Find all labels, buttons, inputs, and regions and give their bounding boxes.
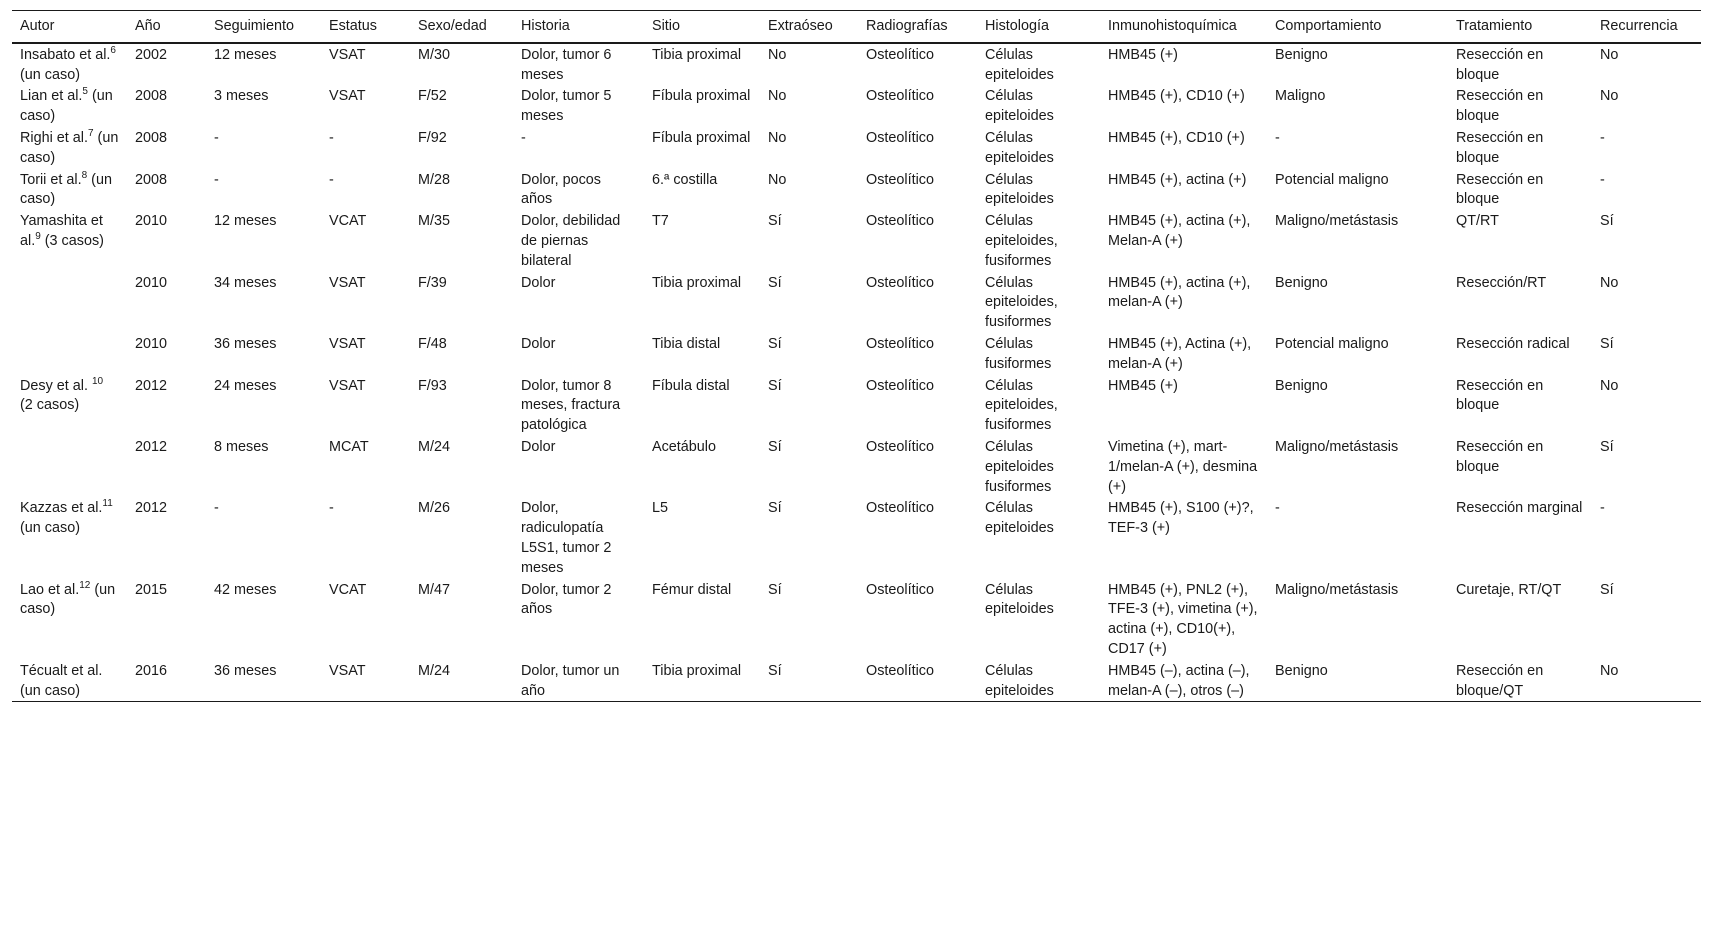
radiography-cell: Osteolítico (866, 438, 934, 455)
author-name: Lian et al. (20, 88, 83, 105)
extraosseous-cell: No (768, 129, 787, 146)
table-row (12, 660, 1701, 702)
treatment-cell: Resección radical (1456, 335, 1570, 352)
history-cell: Dolor, radiculopatía L5S1, tumor 2 meses (521, 500, 612, 576)
status-cell: - (329, 129, 334, 146)
column-header: Autor (20, 18, 55, 34)
followup-cell: 36 meses (214, 335, 277, 352)
extraosseous-cell: Sí (768, 581, 782, 598)
site-cell: L5 (652, 500, 669, 517)
recurrence-cell: - (1600, 129, 1605, 146)
extraosseous-cell: Sí (768, 274, 782, 291)
sex-age-cell: M/47 (418, 581, 450, 598)
extraosseous-cell: No (768, 46, 787, 63)
case-count: (2 casos) (20, 397, 80, 414)
author-name: Yamashita et al. (20, 213, 103, 249)
status-cell: VSAT (329, 377, 366, 394)
histology-cell: Células epiteloides (985, 581, 1054, 618)
sex-age-cell: F/39 (418, 274, 447, 291)
behavior-cell: Benigno (1275, 274, 1328, 291)
treatment-cell: Curetaje, RT/QT (1456, 581, 1562, 598)
sex-age-cell: F/92 (418, 129, 447, 146)
sex-age-cell: M/28 (418, 171, 450, 188)
author-cell (12, 127, 127, 169)
literature-table (12, 10, 1701, 702)
year-cell: 2008 (135, 129, 168, 146)
behavior-cell: - (1275, 500, 1280, 517)
status-cell: VSAT (329, 46, 366, 63)
table-row (12, 579, 1701, 660)
immunohistochemistry-cell: HMB45 (+) (1108, 377, 1178, 394)
recurrence-cell: No (1600, 662, 1619, 679)
extraosseous-cell: Sí (768, 335, 782, 352)
case-count: (un caso) (20, 66, 80, 83)
radiography-cell: Osteolítico (866, 129, 934, 146)
column-header: Comportamiento (1275, 18, 1382, 34)
author-name: Técualt et al. (un caso) (20, 662, 103, 699)
radiography-cell: Osteolítico (866, 88, 934, 105)
sex-age-cell: F/52 (418, 88, 447, 105)
followup-cell: 12 meses (214, 213, 277, 230)
status-cell: VCAT (329, 581, 367, 598)
status-cell: VCAT (329, 213, 367, 230)
reference-number: 10 (91, 375, 104, 387)
history-cell: Dolor, pocos años (521, 171, 601, 208)
site-cell: Tibia distal (652, 335, 721, 352)
behavior-cell: Benigno (1275, 46, 1328, 63)
behavior-cell: Maligno/metástasis (1275, 213, 1399, 230)
treatment-cell: Resección en bloque (1456, 129, 1544, 166)
behavior-cell: Maligno/metástasis (1275, 438, 1399, 455)
reference-number: 7 (88, 127, 94, 139)
immunohistochemistry-cell: HMB45 (+), CD10 (+) (1108, 88, 1245, 105)
histology-cell: Células fusiformes (985, 335, 1052, 372)
column-header: Historia (521, 18, 570, 34)
table-row (12, 169, 1701, 211)
case-count: (un caso) (20, 129, 119, 166)
status-cell: VSAT (329, 274, 366, 291)
behavior-cell: Potencial maligno (1275, 335, 1389, 352)
header-row (12, 11, 1701, 43)
immunohistochemistry-cell: HMB45 (+), actina (+), melan-A (+) (1108, 274, 1251, 311)
histology-cell: Células epiteloides (985, 46, 1054, 83)
sex-age-cell: M/30 (418, 46, 450, 63)
radiography-cell: Osteolítico (866, 500, 934, 517)
recurrence-cell: - (1600, 500, 1605, 517)
followup-cell: 3 meses (214, 88, 269, 105)
author-cell (12, 43, 127, 86)
sex-age-cell: F/48 (418, 335, 447, 352)
followup-cell: 8 meses (214, 438, 269, 455)
year-cell: 2010 (135, 335, 168, 352)
author-cell (12, 85, 127, 127)
table-header (12, 11, 1701, 43)
treatment-cell: Resección en bloque (1456, 88, 1544, 125)
case-count: (un caso) (20, 520, 80, 537)
author-name: Torii et al. (20, 171, 82, 188)
author-cell (12, 660, 127, 702)
site-cell: Acetábulo (652, 438, 717, 455)
radiography-cell: Osteolítico (866, 46, 934, 63)
author-name: Righi et al. (20, 129, 88, 146)
immunohistochemistry-cell: HMB45 (+), CD10 (+) (1108, 129, 1245, 146)
reference-number: 6 (110, 44, 116, 56)
site-cell: Fémur distal (652, 581, 732, 598)
treatment-cell: Resección en bloque (1456, 377, 1544, 414)
column-header: Estatus (329, 18, 377, 34)
treatment-cell: Resección en bloque (1456, 171, 1544, 208)
table-row (12, 333, 1701, 375)
history-cell: Dolor (521, 438, 556, 455)
site-cell: Fíbula distal (652, 377, 730, 394)
column-header: Año (135, 18, 161, 34)
status-cell: - (329, 500, 334, 517)
treatment-cell: Resección en bloque/QT (1456, 662, 1544, 699)
sex-age-cell: M/26 (418, 500, 450, 517)
histology-cell: Células epiteloides (985, 129, 1054, 166)
reference-number: 5 (82, 86, 88, 98)
year-cell: 2015 (135, 581, 168, 598)
sex-age-cell: M/35 (418, 213, 450, 230)
sex-age-cell: F/93 (418, 377, 447, 394)
reference-number: 11 (102, 498, 113, 510)
histology-cell: Células epiteloides fusiformes (985, 438, 1054, 495)
recurrence-cell: Sí (1600, 335, 1614, 352)
history-cell: Dolor, tumor 5 meses (521, 88, 612, 125)
status-cell: MCAT (329, 438, 369, 455)
immunohistochemistry-cell: HMB45 (–), actina (–), melan-A (–), otros (–) (1108, 662, 1250, 699)
author-cell (12, 375, 127, 436)
table-row (12, 43, 1701, 86)
author-name: Insabato et al. (20, 46, 111, 63)
history-cell: Dolor, tumor un año (521, 662, 620, 699)
column-header: Tratamiento (1456, 18, 1533, 34)
followup-cell: 24 meses (214, 377, 277, 394)
column-header: Recurrencia (1600, 18, 1678, 34)
history-cell: Dolor, debilidad de piernas bilateral (521, 213, 621, 269)
recurrence-cell: - (1600, 171, 1605, 188)
year-cell: 2002 (135, 46, 168, 63)
case-count: (un caso) (20, 88, 113, 125)
author-cell (12, 210, 127, 271)
column-header: Sexo/edad (418, 18, 487, 34)
table-row (12, 375, 1701, 436)
immunohistochemistry-cell: HMB45 (+), actina (+) (1108, 171, 1247, 188)
extraosseous-cell: No (768, 171, 787, 188)
sex-age-cell: M/24 (418, 662, 450, 679)
site-cell: Tibia proximal (652, 274, 742, 291)
case-count: (un caso) (20, 171, 112, 208)
author-cell (12, 579, 127, 660)
case-count: (un caso) (20, 581, 116, 618)
recurrence-cell: Sí (1600, 438, 1614, 455)
treatment-cell: Resección/RT (1456, 274, 1547, 291)
behavior-cell: Benigno (1275, 377, 1328, 394)
column-header: Extraóseo (768, 18, 833, 34)
histology-cell: Células epiteloides (985, 500, 1054, 537)
histology-cell: Células epiteloides (985, 171, 1054, 208)
histology-cell: Células epiteloides, fusiformes (985, 213, 1058, 269)
histology-cell: Células epiteloides (985, 662, 1054, 699)
author-name: Kazzas et al. (20, 500, 103, 517)
year-cell: 2008 (135, 171, 168, 188)
radiography-cell: Osteolítico (866, 213, 934, 230)
table-row (12, 497, 1701, 578)
reference-number: 9 (35, 230, 41, 242)
followup-cell: 34 meses (214, 274, 277, 291)
behavior-cell: Maligno/metástasis (1275, 581, 1399, 598)
table-row (12, 85, 1701, 127)
extraosseous-cell: No (768, 88, 787, 105)
site-cell: 6.ª costilla (652, 171, 718, 188)
table-row (12, 127, 1701, 169)
immunohistochemistry-cell: HMB45 (+), PNL2 (+), TFE-3 (+), vimetina (+), actina (+), CD10(+), CD17 (+) (1108, 581, 1258, 657)
status-cell: VSAT (329, 662, 366, 679)
treatment-cell: Resección en bloque (1456, 46, 1544, 83)
year-cell: 2012 (135, 377, 168, 394)
followup-cell: - (214, 500, 219, 517)
immunohistochemistry-cell: Vimetina (+), mart-1/melan-A (+), desmina (+) (1108, 438, 1258, 495)
site-cell: Tibia proximal (652, 662, 742, 679)
author-cell (12, 497, 127, 578)
history-cell: Dolor (521, 274, 556, 291)
table-row (12, 436, 1701, 497)
year-cell: 2016 (135, 662, 168, 679)
histology-cell: Células epiteloides (985, 88, 1054, 125)
author-cell (12, 333, 127, 375)
author-name: Desy et al. (20, 377, 92, 394)
author-cell (12, 272, 127, 333)
treatment-cell: Resección en bloque (1456, 438, 1544, 475)
radiography-cell: Osteolítico (866, 335, 934, 352)
followup-cell: - (214, 129, 219, 146)
year-cell: 2012 (135, 438, 168, 455)
immunohistochemistry-cell: HMB45 (+), S100 (+)?, TEF-3 (+) (1108, 500, 1254, 537)
site-cell: Tibia proximal (652, 46, 742, 63)
immunohistochemistry-cell: HMB45 (+) (1108, 46, 1178, 63)
radiography-cell: Osteolítico (866, 274, 934, 291)
behavior-cell: - (1275, 129, 1280, 146)
followup-cell: 36 meses (214, 662, 277, 679)
immunohistochemistry-cell: HMB45 (+), actina (+), Melan-A (+) (1108, 213, 1251, 249)
treatment-cell: QT/RT (1456, 213, 1499, 230)
followup-cell: 12 meses (214, 46, 277, 63)
history-cell: Dolor, tumor 6 meses (521, 46, 612, 83)
site-cell: T7 (652, 213, 669, 230)
radiography-cell: Osteolítico (866, 377, 934, 394)
followup-cell: 42 meses (214, 581, 277, 598)
status-cell: VSAT (329, 335, 366, 352)
status-cell: VSAT (329, 88, 366, 105)
extraosseous-cell: Sí (768, 500, 782, 517)
author-name: Lao et al. (20, 581, 80, 598)
immunohistochemistry-cell: HMB45 (+), Actina (+), melan-A (+) (1108, 335, 1252, 372)
recurrence-cell: No (1600, 377, 1619, 394)
extraosseous-cell: Sí (768, 213, 782, 230)
year-cell: 2010 (135, 213, 168, 230)
column-header: Inmunohistoquímica (1108, 18, 1237, 34)
recurrence-cell: Sí (1600, 213, 1614, 230)
extraosseous-cell: Sí (768, 438, 782, 455)
followup-cell: - (214, 171, 219, 188)
table-body (12, 43, 1701, 702)
recurrence-cell: No (1600, 274, 1619, 291)
table-row (12, 210, 1701, 271)
year-cell: 2008 (135, 88, 168, 105)
author-cell (12, 169, 127, 211)
radiography-cell: Osteolítico (866, 581, 934, 598)
site-cell: Fíbula proximal (652, 88, 751, 105)
history-cell: Dolor (521, 335, 556, 352)
radiography-cell: Osteolítico (866, 662, 934, 679)
year-cell: 2010 (135, 274, 168, 291)
column-header: Histología (985, 18, 1049, 34)
behavior-cell: Potencial maligno (1275, 171, 1389, 188)
radiography-cell: Osteolítico (866, 171, 934, 188)
column-header: Sitio (652, 18, 680, 34)
behavior-cell: Benigno (1275, 662, 1328, 679)
recurrence-cell: No (1600, 46, 1619, 63)
case-count: (3 casos) (40, 232, 104, 249)
site-cell: Fíbula proximal (652, 129, 751, 146)
recurrence-cell: No (1600, 88, 1619, 105)
extraosseous-cell: Sí (768, 662, 782, 679)
recurrence-cell: Sí (1600, 581, 1614, 598)
author-cell (12, 436, 127, 497)
column-header: Radiografías (866, 18, 948, 34)
column-header: Seguimiento (214, 18, 294, 34)
histology-cell: Células epiteloides, fusiformes (985, 274, 1058, 331)
histology-cell: Células epiteloides, fusiformes (985, 377, 1058, 434)
status-cell: - (329, 171, 334, 188)
extraosseous-cell: Sí (768, 377, 782, 394)
reference-number: 8 (81, 169, 88, 181)
sex-age-cell: M/24 (418, 438, 450, 455)
year-cell: 2012 (135, 500, 168, 517)
behavior-cell: Maligno (1275, 88, 1326, 105)
treatment-cell: Resección marginal (1456, 500, 1583, 517)
history-cell: - (521, 129, 526, 146)
reference-number: 12 (79, 579, 91, 591)
history-cell: Dolor, tumor 8 meses, fractura patológica (521, 377, 621, 434)
history-cell: Dolor, tumor 2 años (521, 581, 612, 618)
table-row (12, 272, 1701, 333)
